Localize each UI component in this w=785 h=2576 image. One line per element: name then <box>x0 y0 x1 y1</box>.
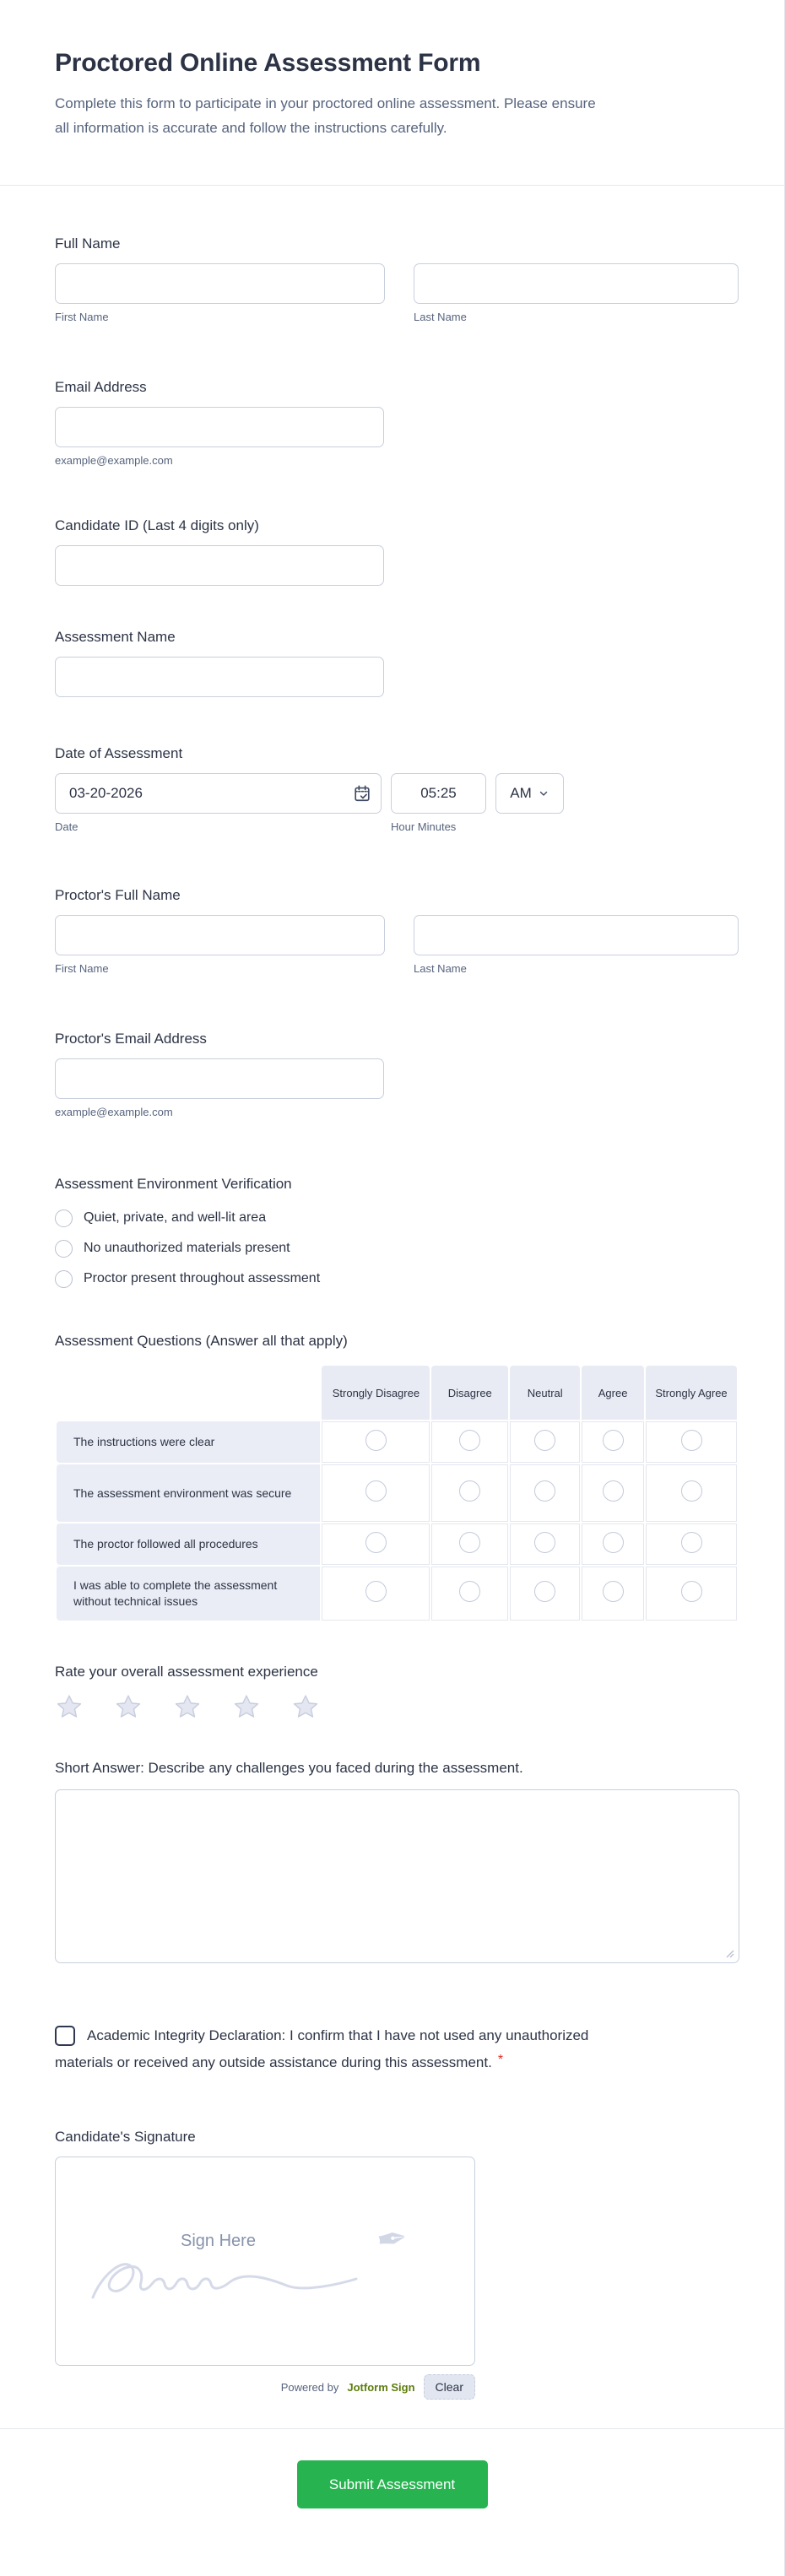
radio-icon[interactable] <box>55 1210 73 1227</box>
matrix-row-1-label: The instructions were clear <box>57 1421 320 1463</box>
email-col <box>55 407 384 468</box>
date-input[interactable] <box>55 773 382 814</box>
meridiem-col <box>495 773 564 834</box>
full-name-inputs <box>55 263 739 324</box>
full-name-label: Full Name <box>55 235 121 252</box>
proctor-last-col <box>414 915 739 976</box>
declaration-block <box>55 2022 646 2077</box>
environment-option-3-label: Proctor present throughout assessment <box>84 1271 321 1285</box>
matrix-col-strongly-agree: Strongly Agree <box>646 1366 737 1420</box>
question-environment <box>55 1175 739 1291</box>
powered-by-text: Powered by <box>280 2380 339 2394</box>
resize-handle-icon[interactable] <box>726 1950 734 1958</box>
environment-option-1-label: Quiet, private, and well-lit area <box>84 1210 267 1225</box>
first-name-input[interactable] <box>55 263 385 304</box>
matrix-col-agree: Agree <box>582 1366 644 1420</box>
matrix-radio[interactable] <box>534 1532 555 1553</box>
candidate-id-row <box>55 545 739 586</box>
star-1-icon[interactable] <box>55 1693 84 1722</box>
question-short-answer <box>55 1759 739 1963</box>
matrix-radio[interactable] <box>603 1430 624 1451</box>
signature-footer <box>55 2374 475 2400</box>
first-name-col <box>55 263 385 324</box>
meridiem-value: AM <box>510 785 532 801</box>
pen-nib-icon: ✒ <box>373 2216 411 2264</box>
matrix-header-row <box>57 1366 737 1420</box>
question-email <box>55 378 739 468</box>
declaration-checkbox[interactable] <box>55 2026 75 2046</box>
question-assessment-date <box>55 744 739 834</box>
jotform-sign-link[interactable]: Jotform Sign <box>347 2380 415 2394</box>
proctor-email-input[interactable] <box>55 1058 384 1099</box>
email-input[interactable] <box>55 407 384 447</box>
short-answer-textarea[interactable] <box>55 1789 739 1963</box>
email-sublabel: example@example.com <box>55 454 173 467</box>
submit-button[interactable]: Submit Assessment <box>297 2460 488 2508</box>
signature-squiggle-icon <box>89 2242 376 2309</box>
date-field-wrap <box>55 773 382 814</box>
question-candidate-id <box>55 517 739 586</box>
question-proctor-name <box>55 886 739 976</box>
date-row <box>55 773 739 834</box>
form-body <box>0 186 784 2400</box>
form-header <box>0 0 784 186</box>
question-rating <box>55 1663 739 1722</box>
matrix-radio[interactable] <box>534 1480 555 1502</box>
matrix-col-strongly-disagree: Strongly Disagree <box>322 1366 430 1420</box>
matrix-radio[interactable] <box>681 1581 702 1602</box>
last-name-sublabel: Last Name <box>414 311 467 323</box>
matrix-col-disagree: Disagree <box>431 1366 508 1420</box>
radio-icon[interactable] <box>55 1240 73 1258</box>
proctor-email-col <box>55 1058 384 1119</box>
environment-options <box>55 1205 739 1291</box>
matrix-radio[interactable] <box>459 1430 480 1451</box>
star-2-icon[interactable] <box>114 1693 143 1722</box>
question-declaration <box>55 2022 739 2077</box>
matrix-radio[interactable] <box>681 1430 702 1451</box>
signature-placeholder: Sign Here <box>181 2232 256 2250</box>
proctor-last-sublabel: Last Name <box>414 962 467 975</box>
question-assessment-name <box>55 628 739 697</box>
page-title: Proctored Online Assessment Form <box>55 49 481 77</box>
matrix-radio[interactable] <box>534 1581 555 1602</box>
matrix-radio[interactable] <box>681 1532 702 1553</box>
matrix-radio[interactable] <box>365 1430 387 1451</box>
candidate-id-input[interactable] <box>55 545 384 586</box>
rating-label: Rate your overall assessment experience <box>55 1664 318 1680</box>
last-name-col <box>414 263 739 324</box>
environment-option-2-label: No unauthorized materials present <box>84 1241 290 1255</box>
star-3-icon[interactable] <box>173 1693 202 1722</box>
matrix-radio[interactable] <box>365 1581 387 1602</box>
star-rating <box>55 1693 739 1722</box>
environment-option-2[interactable] <box>55 1236 739 1261</box>
matrix-radio[interactable] <box>603 1532 624 1553</box>
matrix-radio[interactable] <box>534 1430 555 1451</box>
matrix-radio[interactable] <box>459 1480 480 1502</box>
question-signature <box>55 2128 739 2400</box>
chevron-down-icon <box>538 787 550 799</box>
proctor-email-sublabel: example@example.com <box>55 1106 173 1118</box>
matrix-corner-cell <box>57 1366 320 1420</box>
email-row <box>55 407 739 468</box>
proctor-first-name-input[interactable] <box>55 915 385 955</box>
short-answer-wrap <box>55 1789 739 1963</box>
proctor-first-col <box>55 915 385 976</box>
proctor-name-inputs <box>55 915 739 976</box>
star-5-icon[interactable] <box>291 1693 320 1722</box>
matrix-radio[interactable] <box>365 1532 387 1553</box>
meridiem-select[interactable] <box>495 773 564 814</box>
last-name-input[interactable] <box>414 263 739 304</box>
proctor-email-row <box>55 1058 739 1119</box>
signature-pad[interactable] <box>55 2157 475 2366</box>
declaration-text: Academic Integrity Declaration: I confirm that I have not used any unauthorized materials or received any outside assistance during this assessment. <box>55 2027 589 2070</box>
question-proctor-email <box>55 1030 739 1119</box>
proctor-email-label: Proctor's Email Address <box>55 1031 207 1047</box>
assessment-date-label: Date of Assessment <box>55 745 183 761</box>
matrix-table <box>55 1364 739 1622</box>
matrix-row-2-label: The assessment environment was secure <box>57 1464 320 1522</box>
matrix-radio[interactable] <box>603 1480 624 1502</box>
submit-section <box>0 2428 784 2553</box>
matrix-radio[interactable] <box>681 1480 702 1502</box>
radio-icon[interactable] <box>55 1270 73 1288</box>
time-col <box>391 773 486 834</box>
date-col <box>55 773 382 834</box>
environment-option-3[interactable] <box>55 1266 739 1291</box>
question-matrix <box>55 1332 739 1622</box>
matrix-radio[interactable] <box>459 1532 480 1553</box>
assessment-name-row <box>55 657 739 697</box>
assessment-name-label: Assessment Name <box>55 629 176 645</box>
first-name-sublabel: First Name <box>55 311 109 323</box>
calendar-icon[interactable] <box>353 784 371 803</box>
short-answer-label: Short Answer: Describe any challenges you faced during the assessment. <box>55 1760 523 1776</box>
matrix-row-2 <box>57 1464 737 1522</box>
star-4-icon[interactable] <box>232 1693 261 1722</box>
environment-option-1[interactable] <box>55 1205 739 1231</box>
matrix-radio[interactable] <box>459 1581 480 1602</box>
time-sublabel: Hour Minutes <box>391 820 457 833</box>
matrix-radio[interactable] <box>603 1581 624 1602</box>
matrix-row-3-label: The proctor followed all procedures <box>57 1523 320 1565</box>
form-subtitle: Complete this form to participate in your proctored online assessment. Please ensure all information is accurate and follow the instructions carefully. <box>55 95 596 136</box>
candidate-id-label: Candidate ID (Last 4 digits only) <box>55 517 259 533</box>
required-asterisk: * <box>497 2053 504 2067</box>
clear-signature-button[interactable]: Clear <box>424 2374 475 2400</box>
matrix-row-4 <box>57 1567 737 1621</box>
proctor-last-name-input[interactable] <box>414 915 739 955</box>
time-input[interactable] <box>391 773 486 814</box>
proctor-name-label: Proctor's Full Name <box>55 887 181 903</box>
signature-label: Candidate's Signature <box>55 2129 196 2145</box>
question-full-name <box>55 235 739 324</box>
email-label: Email Address <box>55 379 147 395</box>
matrix-row-1 <box>57 1421 737 1463</box>
date-sublabel: Date <box>55 820 78 833</box>
environment-label: Assessment Environment Verification <box>55 1176 292 1192</box>
matrix-label: Assessment Questions (Answer all that apply) <box>55 1333 348 1349</box>
matrix-row-4-label: I was able to complete the assessment without technical issues <box>57 1567 320 1621</box>
proctor-first-sublabel: First Name <box>55 962 109 975</box>
matrix-row-3 <box>57 1523 737 1565</box>
assessment-name-input[interactable] <box>55 657 384 697</box>
matrix-radio[interactable] <box>365 1480 387 1502</box>
matrix-col-neutral: Neutral <box>510 1366 580 1420</box>
